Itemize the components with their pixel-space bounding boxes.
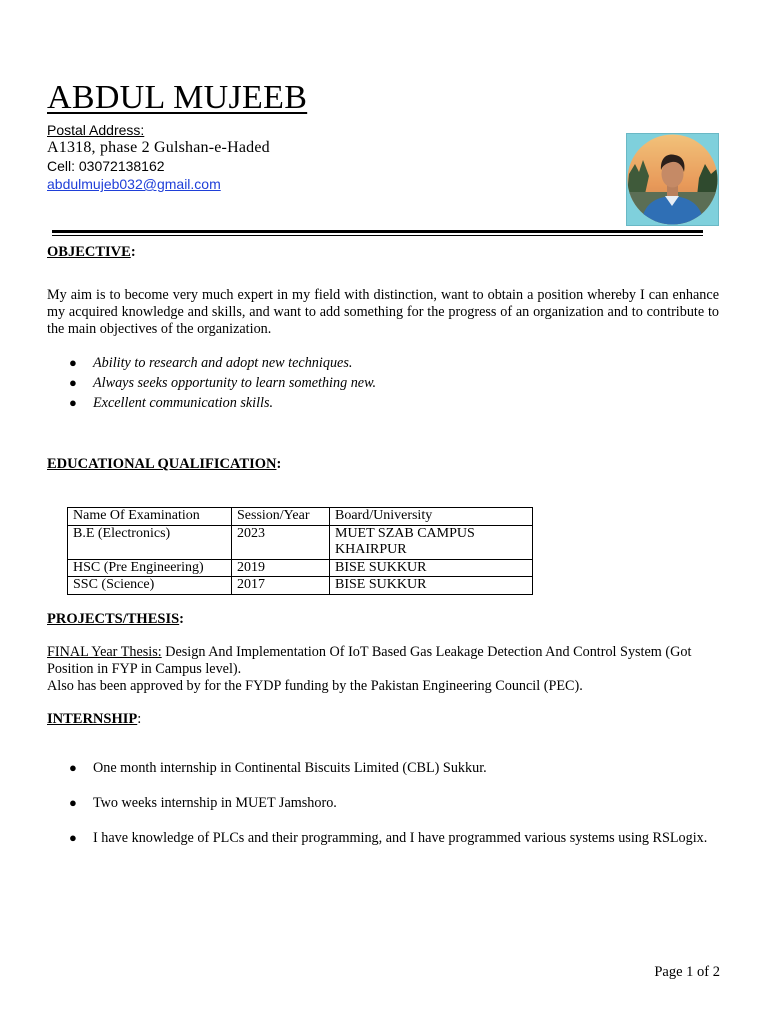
table-cell: BISE SUKKUR <box>330 577 533 595</box>
bullet-icon: ● <box>69 760 77 775</box>
list-item: ● One month internship in Continental Biscuits Limited (CBL) Sukkur. <box>69 760 487 776</box>
table-row <box>68 577 533 595</box>
table-cell: HSC (Pre Engineering) <box>68 559 232 577</box>
candidate-name: ABDUL MUJEEB <box>47 79 308 116</box>
bullet-icon: ● <box>69 375 77 390</box>
table-cell: 2017 <box>232 577 330 595</box>
projects-heading: PROJECTS/THESIS: <box>47 611 185 627</box>
table-cell: 2019 <box>232 559 330 577</box>
education-table <box>67 507 533 595</box>
internship-list <box>47 760 719 846</box>
postal-address: A1318, phase 2 Gulshan-e-Haded <box>47 139 270 156</box>
table-row <box>68 525 533 559</box>
thesis-description: Design And Implementation Of IoT Based Gas Leakage Detection And Control System (Got Position in FYP in Campus level). <box>47 644 692 677</box>
header-divider <box>52 230 703 233</box>
bullet-icon: ● <box>69 395 77 410</box>
table-header-row <box>68 508 533 526</box>
bullet-icon: ● <box>69 829 77 845</box>
list-item: ● Always seeks opportunity to learn something new. <box>69 375 377 391</box>
table-cell: MUET SZAB CAMPUS KHAIRPUR <box>330 525 533 559</box>
table-row <box>68 559 533 577</box>
objective-list <box>47 353 376 413</box>
objective-heading: OBJECTIVE: <box>47 244 136 260</box>
email-link[interactable]: abdulmujeb032@gmail.com <box>47 176 221 192</box>
internship-heading: INTERNSHIP: <box>47 711 142 727</box>
cell-number: Cell: 03072138162 <box>47 158 165 174</box>
funding-text: Also has been approved by for the FYDP funding by the Pakistan Engineering Council (PEC). <box>47 677 583 694</box>
header-divider-thin <box>52 235 703 236</box>
table-cell: 2023 <box>232 525 330 559</box>
list-item: ● Ability to research and adopt new techniques. <box>69 355 353 371</box>
bullet-icon: ● <box>69 794 77 810</box>
table-cell: BISE SUKKUR <box>330 559 533 577</box>
education-heading: EDUCATIONAL QUALIFICATION: <box>47 456 282 472</box>
profile-photo <box>626 133 719 226</box>
list-item: ● Excellent communication skills. <box>69 395 274 411</box>
bullet-icon: ● <box>69 355 77 370</box>
column-header: Name Of Examination <box>68 508 232 526</box>
list-item: ● I have knowledge of PLCs and their programming, and I have programmed various systems using RSLogix. <box>69 829 708 846</box>
table-cell: SSC (Science) <box>68 577 232 595</box>
table-cell: B.E (Electronics) <box>68 525 232 559</box>
column-header: Session/Year <box>232 508 330 526</box>
thesis-label: FINAL Year Thesis: <box>47 644 162 660</box>
postal-address-label: Postal Address: <box>47 122 145 138</box>
list-item: ● Two weeks internship in MUET Jamshoro. <box>69 794 337 811</box>
objective-text: My aim is to become very much expert in my field with distinction, want to obtain a position whereby I can enhance my acquired knowledge and skills, and want to add something for the progress of an organization and to contribute to the main objectives of the organization. <box>47 287 719 337</box>
thesis-text <box>47 644 719 694</box>
column-header: Board/University <box>330 508 533 526</box>
page-number: Page 1 of 2 <box>654 964 720 980</box>
